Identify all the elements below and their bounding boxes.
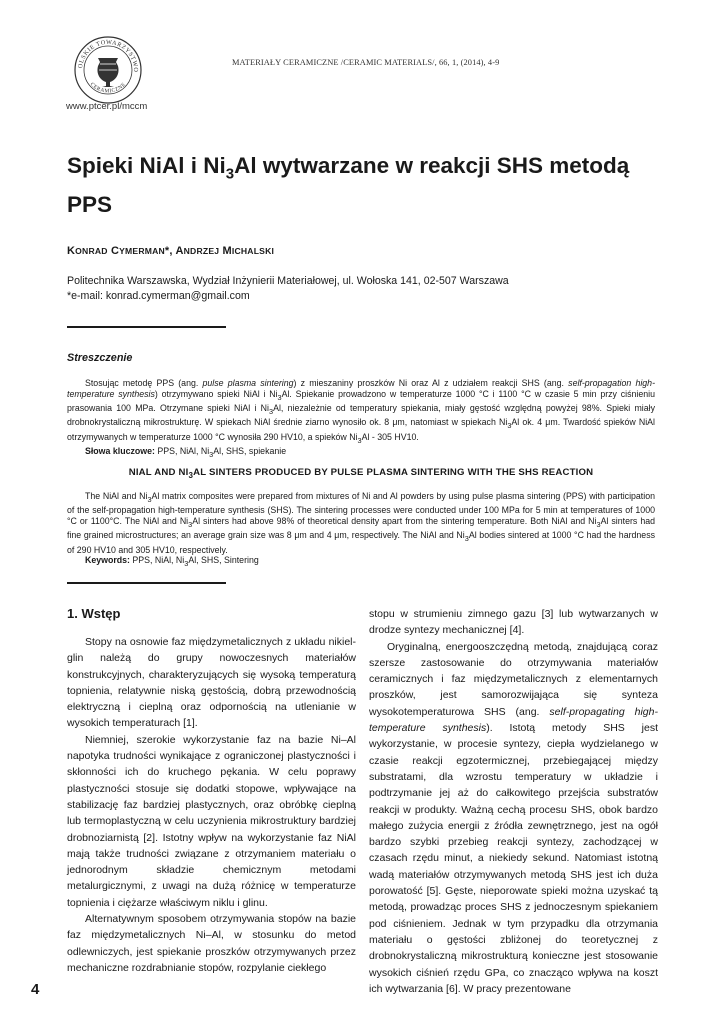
- column-left: [67, 634, 356, 976]
- svg-text:POLSKIE TOWARZYSTWO: OLSKIE TOWARZYSTWO: [76, 38, 140, 73]
- keywords-en: Keywords: PPS, NiAl, $Ni_3Al$, SHS, Sintering: [85, 555, 259, 568]
- email-line: *e-mail: konrad.cymerman@gmail.com: [67, 290, 250, 302]
- paper-title: Spieki NiAl i $Ni_3Al$ wytwarzane w reakcji SHS metodą PPS: [67, 153, 630, 217]
- paragraph: stopu w strumieniu zimnego gazu [3] lub wytwarzanych w drodze syntezy mechanicznej [4].: [369, 608, 658, 637]
- english-title: NIAL AND $NI_3AL$ SINTERS PRODUCED BY PULSE PLASMA SINTERING WITH THE SHS REACTION: [128, 467, 594, 480]
- journal-url[interactable]: www.ptcer.pl/mccm: [66, 101, 148, 112]
- divider-bottom: [67, 582, 226, 584]
- column-right: [369, 606, 658, 997]
- svg-text:CERAMICZNE: CERAMICZNE: [88, 81, 128, 95]
- abstract-en: The NiAl and $Ni_3Al$ matrix composites were prepared from mixtures of Ni and Al powders by using pulse plasma sintering (PPS) with participation of the self-propagation high-temperature synthesis (SHS). The sintering processes were conducted under 100 MPa for 5 min at temperatures of 1000 °C or 1100°C. The NiAl and $Ni_3Al$ sinters had above 98% of theoretical density apart from the sintering temperature. Both NiAl and $Ni_3Al$ sinters had fine grained microstructures; an average grain size was 8 μm and 4 μm, respectively. The NiAl and $Ni_3Al$ bodies sintered at 1000 °C had the hardness of 290 HV10 and 305 HV10, respectively. Keywords: PPS, NiAl, $Ni_3Al$, SHS, Sintering: [67, 491, 656, 568]
- abstract-heading: Streszczenie: [67, 352, 133, 364]
- affiliation-line: Politechnika Warszawska, Wydział Inżynierii Materiałowej, ul. Wołoska 141, 02-507 Warszawa: [67, 275, 509, 287]
- page-number: 4: [31, 981, 40, 998]
- divider-top: [67, 326, 226, 328]
- society-logo: [72, 34, 144, 106]
- section-heading: 1. Wstęp: [67, 606, 121, 621]
- paragraph: Niemniej, szerokie wykorzystanie faz na bazie Ni–Al napotyka trudności wynikające z ograniczonej plastyczności i skłonności ich do kruchego pękania. W celu poprawy plastyczności stosuje się dodatki stopowe, wpływające na stabilizację faz bardziej plastycznych, oraz obróbkę cieplną lub termoplastyczną w celu uczynienia mikrostruktury bardziej drobnoziarnistą [2]. Istotny wpływ na wykorzystanie faz NiAl mają także trudności związane z otrzymaniem materiału o jednorodnym składzie chemicznym metodami metalurgicznymi, z uwagi na dużą różnicę w temperaturze topnienia i ciężarze właściwym niklu i glinu.: [67, 733, 356, 909]
- keywords-pl: Słowa kluczowe: PPS, NiAl, $Ni_3Al$, SHS, spiekanie: [85, 445, 287, 459]
- paragraph: Oryginalną, energooszczędną metodą, znajdującą coraz szersze zastosowanie do otrzymywania materiałów ceramicznych i faz międzymetalicznych z elementarnych proszków, jest samorozwijająca się synteza wysokotemperaturowa SHS (ang. self-propagating high-temperature synthesis). Istotą metody SHS jest wykorzystanie, w procesie syntezy, ciepła wydzielanego w czasie reakcji egzotermicznej, przebiegającej między substratami, dla wzrostu temperatury w układzie i podtrzymanie jej aż do całkowitego przejścia substratów reakcji w produkty. Ważną cechą procesu SHS, obok bardzo małego zużycia energii z źródła zewnętrznego, jest na ogół bardzo szybki przebieg reakcji syntezy, zachodzącej w czasach rzędu minut, a niekiedy sekund. Natomiast istotną wadą materiałów otrzymywanych metodą SHS jest ich duża porowatość [5]. Gęste, nieporowate spieki można uzyskać tą metodą, prowadząc proces SHS z jednoczesnym spiekaniem pod ciśnieniem. Jednak w tym przypadku dla otrzymania materiału o gęstości zbliżonej do teoretycznej z drobnokrystaliczną mikrostrukturą konieczne jest stosowanie wysokich ciśnień rzędu GPa, co znacząco wpływa na koszt ich wytwarzania [6]. W pracy prezentowane: [369, 640, 658, 995]
- authors: KONRAD CYMERMAN*, ANDRZEJ MICHALSKI: [67, 245, 275, 257]
- paragraph: Stopy na osnowie faz międzymetalicznych z układu nikiel-glin należą do grupy nowoczesnych materiałów konstrukcyjnych, charakteryzujących się wysoką temperaturą topnienia, relatywnie niską gęstością, dobrą przewodnością elektryczną i cieplną oraz odpornością na utlenianie w wysokich temperaturach [1].: [67, 636, 356, 730]
- journal-reference: MATERIAŁY CERAMICZNE /CERAMIC MATERIALS/, 66, 1, (2014), 4-9: [232, 58, 500, 67]
- abstract-pl: Stosując metodę PPS (ang. pulse plasma sintering) z mieszaniny proszków Ni oraz Al z udziałem reakcji SHS (ang. self-propagation high-temperature synthesis) otrzymywano spieki NiAl i $Ni_3Al$. Spiekanie prowadzono w temperaturze 1000 °C i 1100 °C w czasie 5 min przy ciśnieniu prasowania 100 MPa. Otrzymane spieki NiAl i $Ni_3Al$, niezależnie od temperatury spiekania, miały gęstość względną powyżej 98%. Spieki miały drobnokrystaliczną mikrostrukturę. W spiekach NiAl średnie ziarno wynosiło ok. 8 μm, natomiast w spiekach $Ni_3Al$ ok. 4 μm. Twardość spieków NiAl otrzymywanych w temperaturze 1000 °C wynosiła 290 HV10, a spieków $Ni_3Al - 305$ HV10. Słowa kluczowe: PPS, NiAl, $Ni_3Al$, SHS, spiekanie: [67, 378, 656, 459]
- ptc-seal-icon: [72, 34, 144, 106]
- paragraph: Alternatywnym sposobem otrzymywania stopów na bazie faz międzymetalicznych Ni–Al, w stosunku do metod odlewniczych, jest spiekanie proszków otrzymywanych przez mechaniczne rozdrabnianie stopów, rozpylanie ciekłego: [67, 913, 356, 974]
- affiliation: [67, 274, 509, 304]
